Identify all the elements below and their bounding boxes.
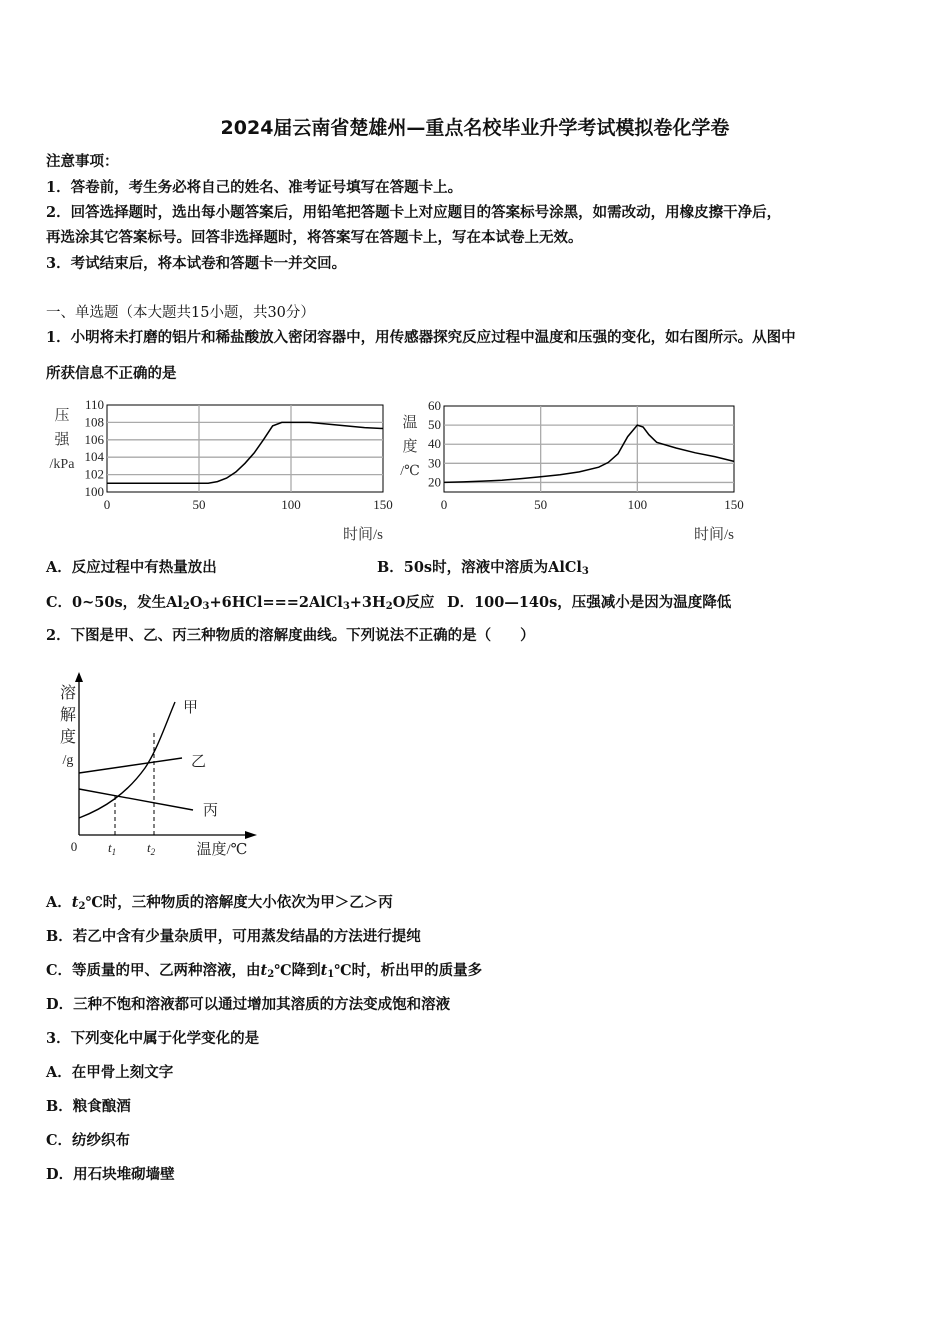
plot-frame xyxy=(444,406,734,492)
x-tick-label: 150 xyxy=(724,497,744,512)
y-tick-label: 110 xyxy=(84,397,104,412)
y-axis-label: 温 xyxy=(402,415,418,431)
notice-item: 1．答卷前，考生务必将自己的姓名、准考证号填写在答题卡上。 xyxy=(46,179,463,196)
origin-label: 0 xyxy=(70,839,78,854)
section-heading: 一、单选题（本大题共15小题，共30分） xyxy=(46,305,315,321)
q3-option-a: A．在甲骨上刻文字 xyxy=(46,1064,174,1081)
x-axis-label: 温度/℃ xyxy=(196,842,248,858)
notice-heading: 注意事项： xyxy=(46,153,119,170)
x-tick-label: 50 xyxy=(534,497,548,512)
q3-option-d: D．用石块堆砌墙壁 xyxy=(46,1166,175,1183)
y-tick-label: 30 xyxy=(428,455,441,471)
x-tick-label: 50 xyxy=(192,497,206,512)
y-axis-label: 度 xyxy=(59,729,77,746)
series-curve xyxy=(79,702,175,818)
q1-option-a: A．反应过程中有热量放出 xyxy=(46,559,217,576)
x-axis-label: 时间/s xyxy=(342,527,384,543)
q2-option-d: D．三种不饱和溶液都可以通过增加其溶质的方法变成饱和溶液 xyxy=(46,996,451,1013)
y-axis-unit: /℃ xyxy=(400,464,420,479)
q1-stem-line1: 1．小明将未打磨的铝片和稀盐酸放入密闭容器中，用传感器探究反应过程中温度和压强的变化，如右图所示。从图中 xyxy=(46,329,796,346)
y-tick-label: 102 xyxy=(84,466,104,482)
page-title: 2024届云南省楚雄州—重点名校毕业升学考试模拟卷化学卷 xyxy=(220,117,730,139)
q1-option-c: C．0~50s，发生$Al_2O_3+6HCl===2AlCl_3+3H_2O$反应 xyxy=(46,594,435,612)
y-axis-label: 度 xyxy=(402,439,418,455)
x-tick-label: 100 xyxy=(281,497,301,512)
series-curve xyxy=(79,758,182,773)
series-label: 乙 xyxy=(191,754,207,770)
x-tick-label: 0 xyxy=(440,497,448,512)
x-tick-label: 150 xyxy=(373,497,393,512)
q1-option-b: B．50s时，溶液中溶质为AlCl$_3$ xyxy=(377,559,589,577)
y-tick-label: 50 xyxy=(428,417,441,433)
y-tick-label: 60 xyxy=(428,398,441,413)
x-tick-label: $t_1$ xyxy=(107,840,117,857)
y-tick-label: 108 xyxy=(84,414,104,430)
pressure-chart xyxy=(40,394,400,549)
y-axis-label: 溶 xyxy=(59,685,77,702)
temperature-chart xyxy=(395,394,755,549)
y-axis-label: 压 xyxy=(54,408,70,424)
notice-item: 再选涂其它答案标号。回答非选择题时，将答案写在答题卡上，写在本试卷上无效。 xyxy=(46,229,583,246)
x-axis-label: 时间/s xyxy=(693,527,735,543)
q2-option-a: A．$t_2℃$时，三种物质的溶解度大小依次为甲＞乙＞丙 xyxy=(46,894,393,912)
y-axis-label: 强 xyxy=(54,432,70,448)
series-line xyxy=(444,425,734,482)
q1-option-d: D．100—140s，压强减小是因为温度降低 xyxy=(447,594,732,611)
x-axis-arrow xyxy=(245,831,257,839)
y-tick-label: 40 xyxy=(428,436,441,452)
q3-option-b: B．粮食酿酒 xyxy=(46,1098,131,1115)
series-curve xyxy=(79,789,193,810)
y-tick-label: 106 xyxy=(84,431,104,447)
q2-stem: 2．下图是甲、乙、丙三种物质的溶解度曲线。下列说法不正确的是（ ） xyxy=(46,627,535,644)
y-tick-label: 20 xyxy=(428,474,441,490)
plot-frame xyxy=(107,405,383,492)
y-tick-label: 100 xyxy=(84,484,104,499)
notice-item: 3．考试结束后，将本试卷和答题卡一并交回。 xyxy=(46,255,347,272)
y-axis-label: 解 xyxy=(59,707,77,724)
y-axis-arrow xyxy=(75,672,83,682)
q3-option-c: C．纺纱织布 xyxy=(46,1132,131,1149)
x-tick-label: 100 xyxy=(627,497,648,512)
x-tick-label: $t_2$ xyxy=(146,840,156,857)
y-tick-label: 104 xyxy=(84,449,104,465)
series-label: 甲 xyxy=(183,700,199,716)
series-label: 丙 xyxy=(203,803,219,819)
q2-option-b: B．若乙中含有少量杂质甲，可用蒸发结晶的方法进行提纯 xyxy=(46,928,421,945)
y-axis-unit: /kPa xyxy=(49,457,75,472)
notice-item: 2．回答选择题时，选出每小题答案后，用铅笔把答题卡上对应题目的答案标号涂黑，如需改动，用橡皮擦干净后， xyxy=(46,204,782,221)
q2-option-c: C．等质量的甲、乙两种溶液，由$t_2℃$降到$t_1℃$时，析出甲的质量多 xyxy=(46,962,483,980)
y-axis-unit: /g xyxy=(62,753,74,768)
q3-stem: 3．下列变化中属于化学变化的是 xyxy=(46,1030,260,1047)
x-tick-label: 0 xyxy=(103,497,111,512)
q1-stem-line2: 所获信息不正确的是 xyxy=(46,365,177,382)
solubility-chart xyxy=(55,668,270,863)
